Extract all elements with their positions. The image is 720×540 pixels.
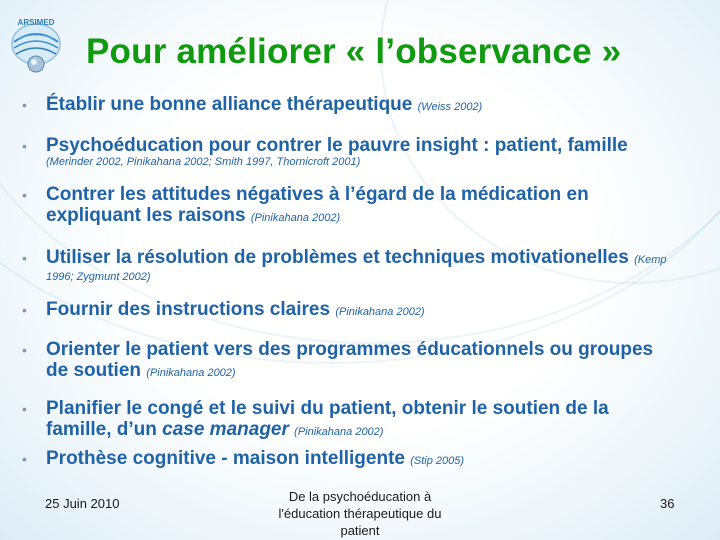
bullet-text [46,299,710,323]
bullet-main: Psychoéducation pour contrer le pauvre insight : patient, famille [46,135,628,156]
bullet-main: Prothèse cognitive - maison intelligente [46,448,405,469]
bullet-reference: (Merinder 2002, Pinikahana 2002; Smith 1997, Thornicroft 2001) [46,156,361,168]
bullet-dot: • [22,250,27,266]
bullet-main: Établir une bonne alliance thérapeutique [46,94,413,115]
footer-date: 25 Juin 2010 [45,496,120,511]
bullet-main: Contrer les attitudes négatives à l’égard de la médication en [46,184,589,205]
bullet-reference: (Weiss 2002) [417,101,483,113]
bullet-dot: • [22,302,27,318]
slide-title: Pour améliorer « l’observance » [86,32,622,71]
footer-title: De la psychoéducation à l'éducation thérapeutique du patient [278,489,442,538]
bullet-main: Utiliser la résolution de problèmes et techniques motivationelles [46,247,629,268]
bullet-main: Planifier le congé et le suivi du patient, obtenir le soutien de la [46,398,609,419]
bullet-reference: (Pinikahana 2002) [294,426,384,438]
bullet-text [46,94,710,118]
bullet-reference: (Kemp [634,254,667,266]
logo-text: ARSIMED [17,18,55,27]
bullet-dot: • [22,97,27,113]
bullet-dot: • [22,401,27,417]
bullet-main: famille, d’un [46,419,157,440]
bullet-text [46,448,710,472]
bullet-main: de soutien [46,360,142,381]
bullet-main: Fournir des instructions claires [46,299,331,320]
bullet-reference: (Pinikahana 2002) [335,306,425,318]
bullet-text [46,398,710,443]
bullet-dot: • [22,342,27,358]
bullet-dot: • [22,187,27,203]
bullet-reference: 1996; Zygmunt 2002) [46,271,151,283]
bullet-text [46,247,710,284]
arsimed-logo [6,8,66,76]
bullet-dot: • [22,138,27,154]
bullet-reference: (Pinikahana 2002) [250,212,341,224]
bullet-emphasis: case manager [162,419,289,440]
page-number: 36 [660,496,675,511]
bullet-main: expliquant les raisons [46,205,246,226]
bullet-reference: (Pinikahana 2002) [146,367,236,379]
bullet-reference: (Stip 2005) [410,455,465,467]
bullet-dot: • [22,451,27,467]
bullet-text [46,135,710,169]
bullet-text [46,339,710,384]
bullet-main: Orienter le patient vers des programmes éducationnels ou groupes [46,339,654,360]
bullet-text [46,184,710,229]
